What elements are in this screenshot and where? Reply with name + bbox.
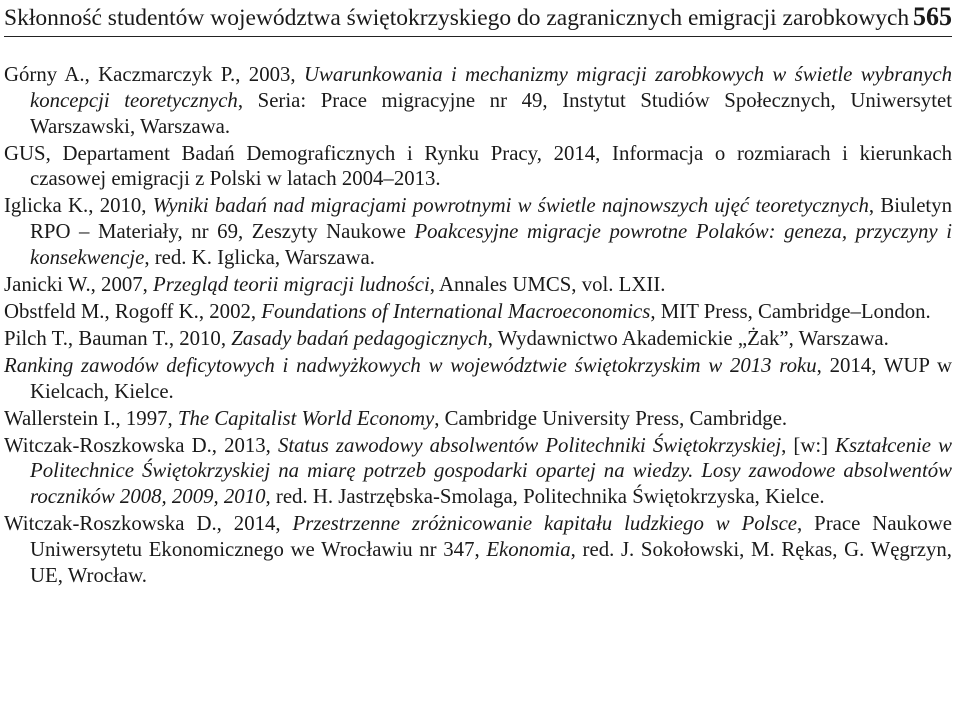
page-number: 565	[913, 2, 952, 31]
reference-iglicka: Iglicka K., 2010, Wyniki badań nad migracjami powrotnymi w świetle najnowszych ujęć teoretycznych, Biuletyn RPO – Materiały, nr 69, Zeszyty Naukowe Poakcesyjne migracje powrotne Polaków: geneza, przyczyny i konsekwencje, red. K. Iglicka, Warszawa.	[4, 194, 952, 269]
reference-pilch: Pilch T., Bauman T., 2010, Zasady badań pedagogicznych, Wydawnictwo Akademickie „Żak”, Warszawa.	[4, 326, 889, 350]
reference-witczak-2013: Witczak-Roszkowska D., 2013, Status zawodowy absolwentów Politechniki Świętokrzyskiej, [w:] Kształcenie w Politechnice Świętokrzyskiej na miarę potrzeb gospodarki opartej na wiedzy. Losy zawodowe absolwentów roczników 2008, 2009, 2010, red. H. Jastrzębska-Smolaga, Politechnika Świętokrzyska, Kielce.	[4, 433, 952, 509]
reference-obstfeld: Obstfeld M., Rogoff K., 2002, Foundations of International Macroeconomics, MIT Press, Cambridge–London.	[4, 299, 931, 323]
reference-gorny: Górny A., Kaczmarczyk P., 2003, Uwarunkowania i mechanizmy migracji zarobkowych w świetle wybranych koncepcji teoretycznych, Seria: Prace migracyjne nr 49, Instytut Studiów Społecznych, Uniwersytet Warszawski, Warszawa.	[4, 63, 952, 138]
running-header	[4, 4, 952, 37]
reference-janicki: Janicki W., 2007, Przegląd teorii migracji ludności, Annales UMCS, vol. LXII.	[4, 272, 666, 296]
reference-witczak-2014: Witczak-Roszkowska D., 2014, Przestrzenne zróżnicowanie kapitału ludzkiego w Polsce, Prace Naukowe Uniwersytetu Ekonomicznego we Wrocławiu nr 347, Ekonomia, red. J. Sokołowski, M. Rękas, G. Węgrzyn, UE, Wrocław.	[4, 512, 952, 587]
reference-gus: GUS, Departament Badań Demograficznych i Rynku Pracy, 2014, Informacja o rozmiarach i kierunkach czasowej emigracji z Polski w latach 2004–2013.	[4, 141, 952, 191]
reference-ranking: Ranking zawodów deficytowych i nadwyżkowych w województwie świętokrzyskim w 2013 roku, 2014, WUP w Kielcach, Kielce.	[4, 353, 952, 403]
reference-list	[4, 62, 952, 590]
running-header-title: Skłonność studentów województwa świętokrzyskiego do zagranicznych emigracji zarobkowych	[4, 5, 910, 31]
reference-wallerstein: Wallerstein I., 1997, The Capitalist World Economy, Cambridge University Press, Cambridge.	[4, 406, 788, 430]
